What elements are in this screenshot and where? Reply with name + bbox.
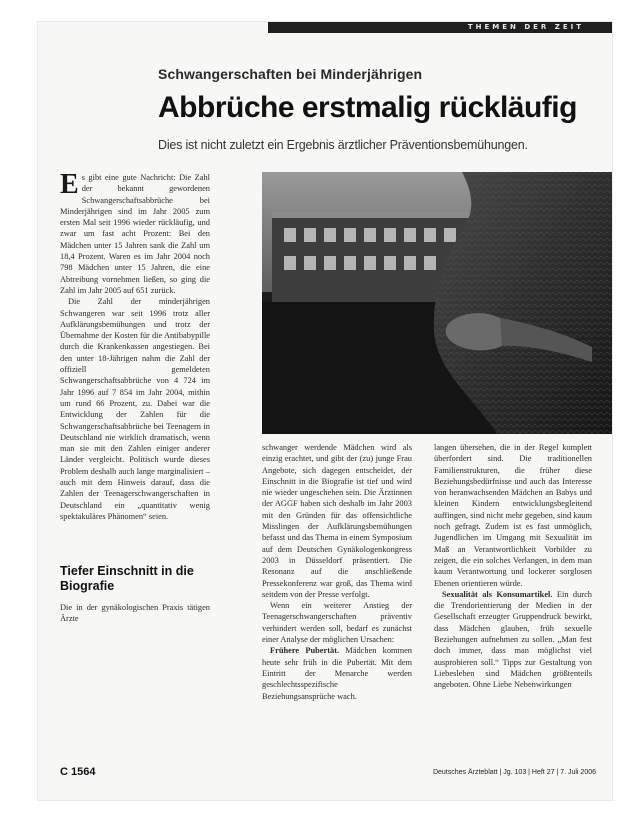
- paragraph-text: Ein durch die Trendorientierung der Medien in der Gesellschaft erzeugter Gruppendruck bewirkt, dass Mädchen glauben, früh sexuelle Beziehungen aufnehmen zu sollen. „Man fest doch immer, dass man möglichst viel ausprobieren soll.“ Tipps zur Gestaltung von Liebesleben sind Mädchen größtenteils angeboten. Ohne Liebe Nebenwirkungen: [434, 589, 592, 690]
- paragraph: s gibt eine gute Nachricht: Die Zahl der bekannt gewordenen Schwangerschaftsabbrüche bei Minderjährigen sind im Jahr 2005 zum ersten Mal seit 1996 wieder rückläufig, und zwar um fast acht Prozent: Bei den Mädchen unter 15 Jahren sank die Zahl um 18,4 Prozent. Waren es im Jahr 2004 noch 798 Mädchen unter 15 Jahren, die eine Abtreibung vornehmen ließen, so ging die Zahl im Jahr 2005 auf 651 zurück.: [60, 173, 210, 295]
- paragraph-text: Mädchen kommen heute sehr früh in die Pubertät. Mit dem Eintritt der Menarche werden geschlechtsspezifische Beziehungsansprüche wach.: [262, 646, 412, 701]
- section-bar: [268, 22, 612, 33]
- paragraph: Die in der gynäkologischen Praxis tätigen Ärzte: [60, 603, 210, 624]
- article-headline: Abbrüche erstmalig rückläufig: [158, 91, 577, 124]
- paragraph: Die Zahl der minderjährigen Schwangeren war seit 1996 trotz aller Aufklärungsbemühungen und trotz der Übernahme der Kosten für die Antibabypille durch die Krankenkassen angestiegen. Bei den unter 18-Jährigen nahm die Zahl der offiziell gemeldeten Schwangerschaftsabbrüche von 4 724 im Jahr 1996 auf 7 854 im Jahr 2004, mithin um rund 66 Prozent, zu. Dabei war die Entwicklung der Zahlen für die Schwangerschaftsabbrüche bei Teenagern in Deutschland nie wirklich dramatisch, wenn man sie mit den Zahlen einiger anderer Länder vergleicht. Politisch wurde dieses Problem deshalb auch lange marginalisiert – auch mit dem Hinweis darauf, dass die Zahlen der Teenagerschwangerschaften in Deutschland ein „quantitativ wenig spektakuläres Phänomen“ seien.: [60, 297, 210, 521]
- article-kicker: Schwangerschaften bei Minderjährigen: [158, 66, 423, 82]
- subsection-heading: Tiefer Einschnitt in die Biografie: [60, 564, 194, 593]
- paragraph-lead: Frühere Pubertät.: [270, 646, 340, 656]
- column-1-bottom: [60, 602, 210, 758]
- paragraph-lead: Sexualität als Konsumartikel.: [442, 589, 553, 599]
- page-number: C 1564: [60, 766, 96, 778]
- column-3: [434, 442, 592, 760]
- magazine-page: [38, 22, 612, 800]
- column-2: [262, 442, 412, 760]
- paragraph: [434, 589, 592, 691]
- article-subheadline: Dies ist nicht zuletzt ein Ergebnis ärztlicher Präventionsbemühungen.: [158, 138, 528, 152]
- article-photo: [262, 172, 612, 434]
- paragraph: schwanger werdende Mädchen wird als einzig erachtet, und gibt der (zu) junge Frau Angebote, sich dagegen entscheidet, der Einschnitt in die Biografie ist tief und wird nie wieder ungeschehen sein. Die Ärztinnen der AGGF haben sich deshalb im Jahr 2003 mit den Gründen für das offensichtliche Misslingen der Aufklärungsbemühungen befasst und das Thema in einem Symposium auf dem Deutschen Gynäkologenkongress 2003 in Düsseldorf präsentiert. Die Resonanz auf die anschließende Pressekonferenz war groß, das Thema wird seitdem von der Presse verfolgt.: [262, 443, 412, 599]
- paragraph: [262, 645, 412, 701]
- section-label: THEMEN DER ZEIT: [467, 23, 584, 31]
- paragraph: Wenn ein weiterer Anstieg der Teenagerschwangerschaften präventiv verhindert werden soll, bedarf es zunächst einer Analyse der möglichen Ursachen:: [262, 601, 412, 645]
- journal-citation: Deutsches Ärzteblatt | Jg. 103 | Heft 27 | 7. Juli 2006: [432, 769, 596, 776]
- column-1-top: [60, 172, 210, 560]
- paragraph: langen übersehen, die in der Regel komplett überfordert sind. Die traditionellen Familienstrukturen, die früher diese Beziehungsbedürfnisse und auch das Interesse von heranwachsenden Mädchen an Babys und kleinen Kindern entwicklungsbegleitend auffingen, sind nicht mehr gegeben, sind kaum noch gefragt. Zudem ist es fast unmöglich, Jugendlichen im Umgang mit Sexualität im Maß an Verantwortlichkeit Vorbilder zu zeigen, die ein solches Verlangen, in dem man kaum Verantwortung und lockerer sorglosen Ebenen orientieren würde.: [434, 443, 592, 588]
- photo-pregnant-teen-illustration: [262, 172, 612, 434]
- drop-cap: E: [60, 172, 79, 200]
